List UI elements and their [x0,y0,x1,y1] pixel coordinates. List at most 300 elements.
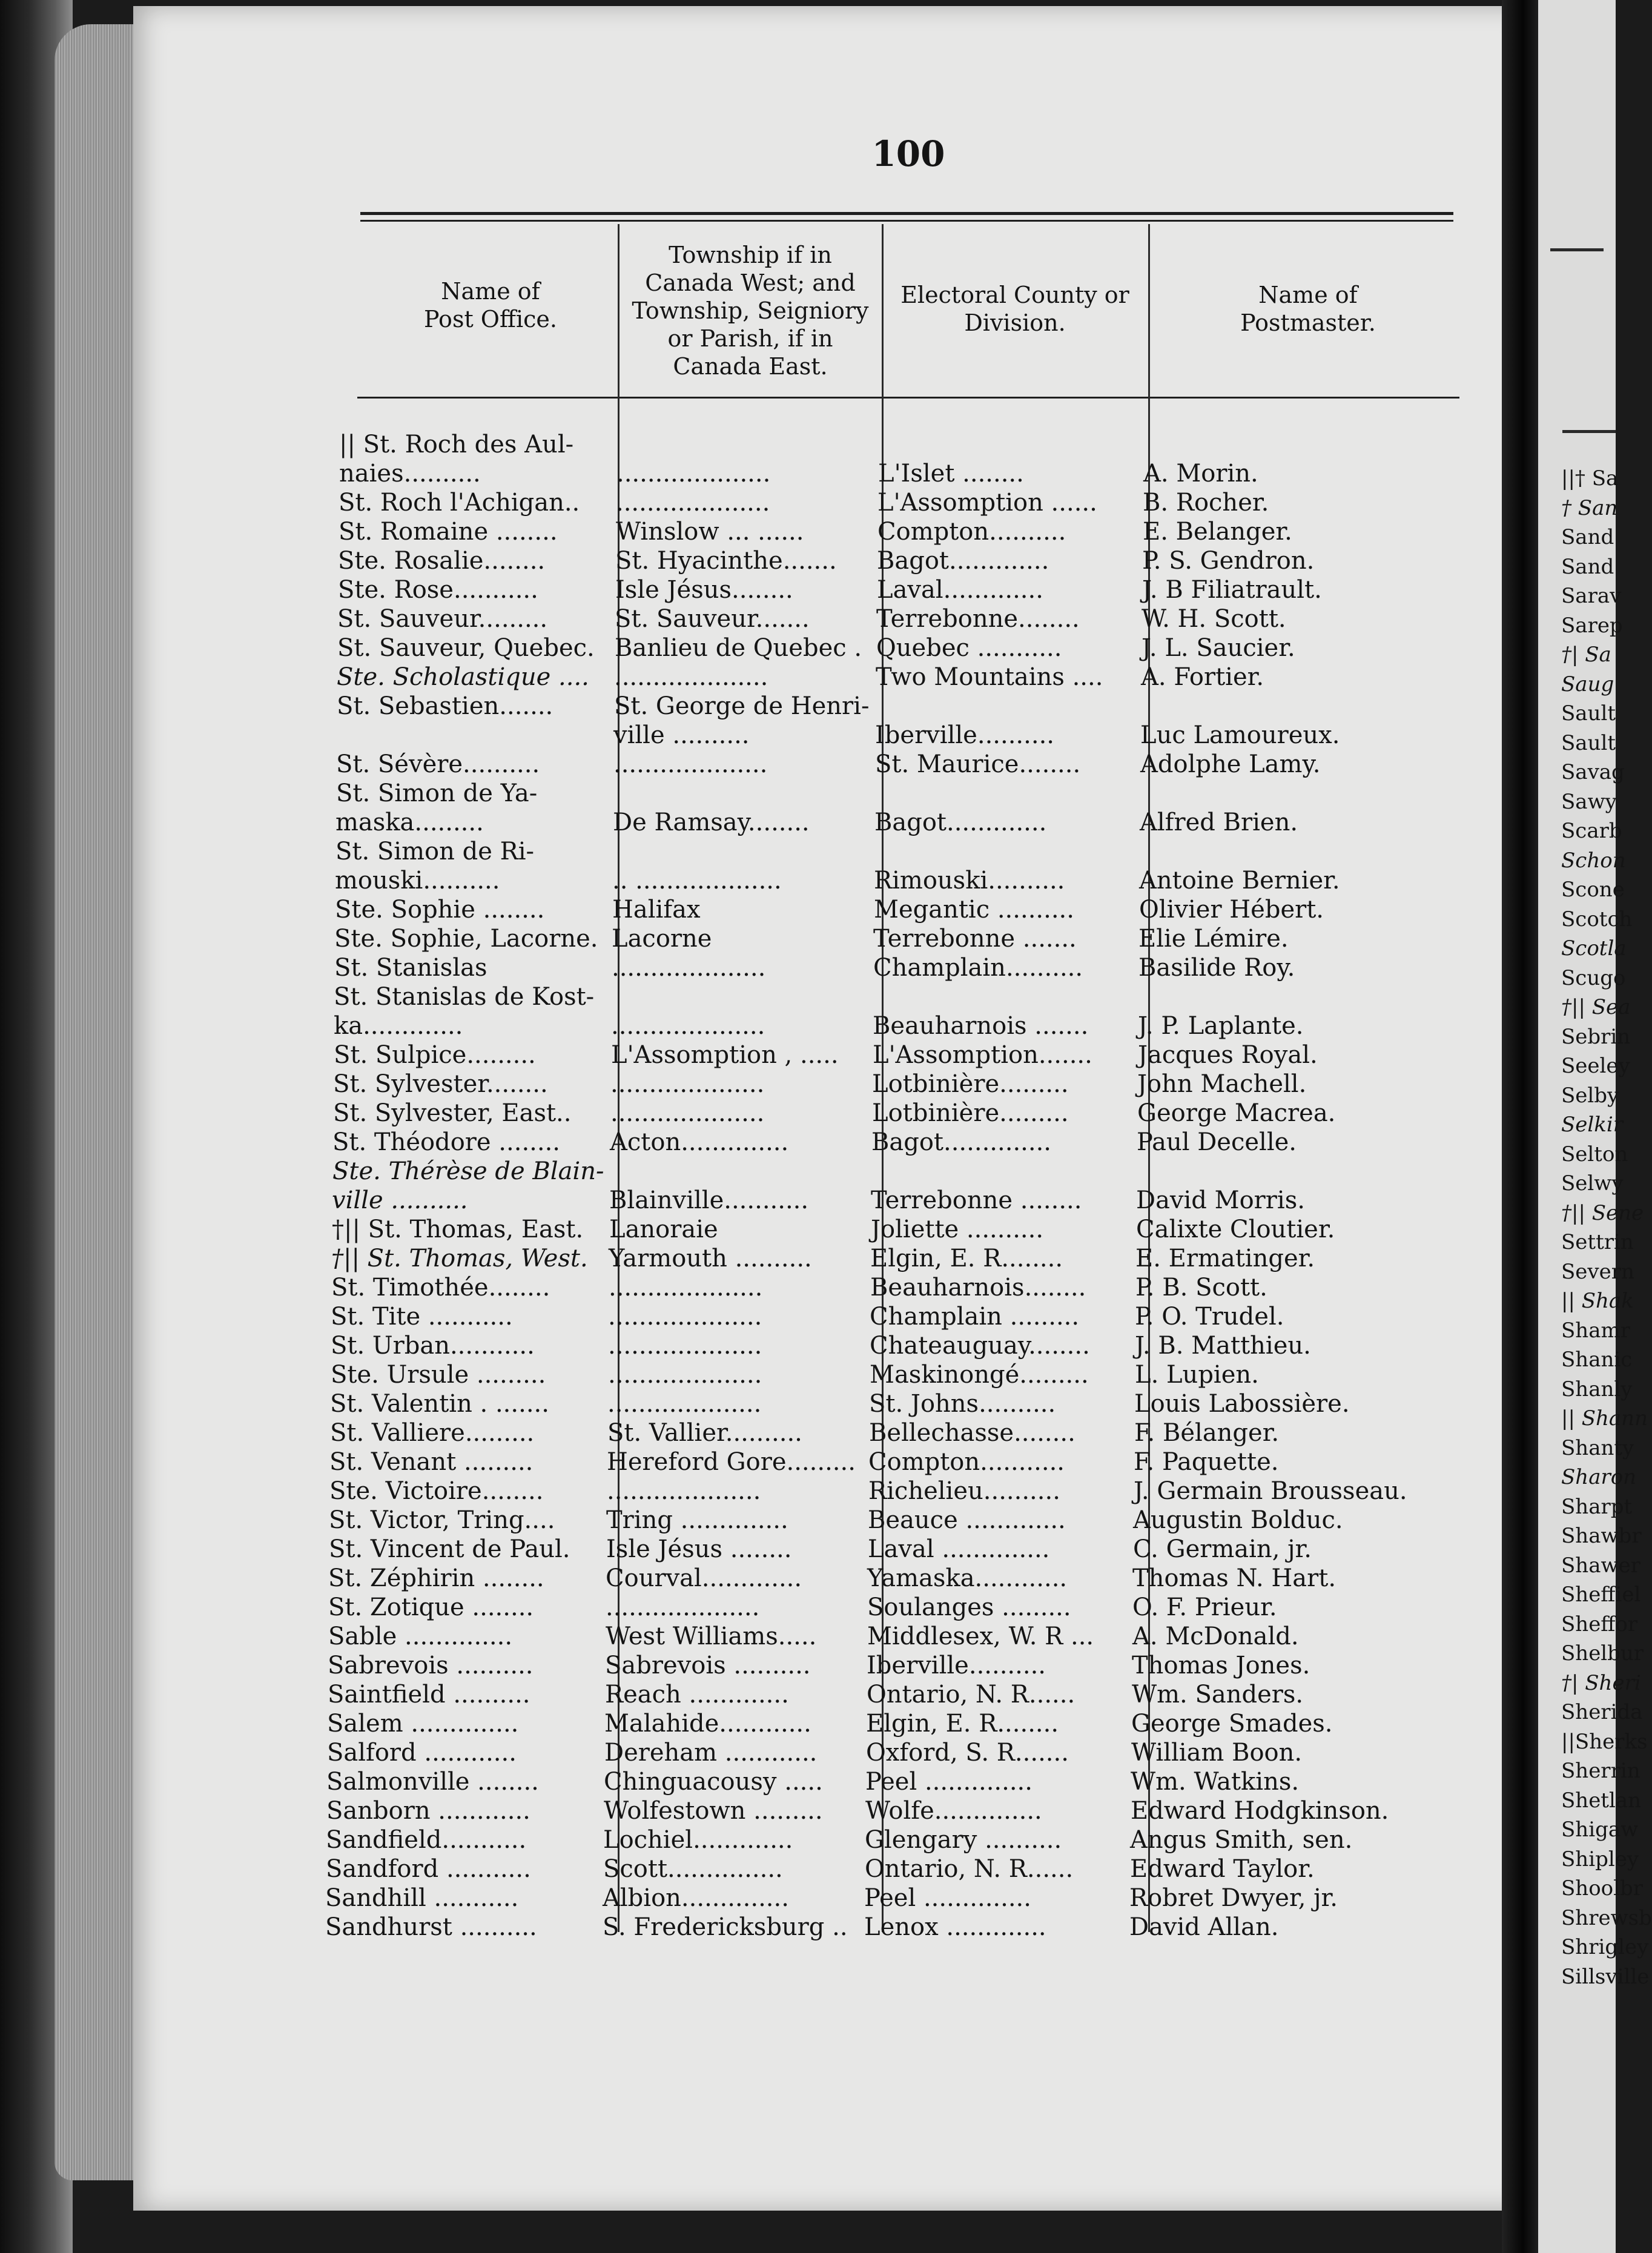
next-page-entry: Severn [1561,1260,1634,1284]
county-name: L'Assomption....... [873,1041,1092,1069]
post-office-name: St. Valentin . ....... [330,1390,549,1418]
county-name: Oxford, S. R....... [866,1739,1069,1767]
county-name: Middlesex, W. R ... [867,1623,1094,1650]
post-office-name: St. Zotique ........ [328,1593,534,1621]
table-row [0,721,1613,750]
table-row [0,1447,1606,1477]
township-name: .................... [610,1070,765,1098]
post-office-name: || St. Roch des Aul- [339,431,574,458]
next-page-entry: Sault [1561,701,1616,726]
post-office-name: Salford ............ [327,1739,517,1767]
post-office-name: ville .......... [332,1186,468,1214]
next-page-entry: Scarb [1561,819,1622,843]
next-page-entry: Shawbr [1561,1524,1642,1548]
township-name: .................... [608,1332,762,1360]
county-name: Yamaska............ [867,1564,1068,1592]
table-row [0,1040,1610,1070]
table-row [0,1070,1610,1099]
table-row [0,779,1613,808]
township-name: Malahide............ [604,1710,811,1738]
postmaster-name: John Machell. [1137,1070,1307,1098]
post-office-name: Sabrevois .......... [328,1652,534,1679]
postmaster-name: Angus Smith, sen. [1130,1826,1353,1854]
county-name: Bagot............. [877,547,1049,575]
township-name: Lanoraie [609,1216,718,1243]
next-page-entry: Shanly [1561,1377,1633,1401]
postmaster-name: Edward Taylor. [1130,1855,1315,1883]
next-page-entry: ||† Sa [1561,466,1619,491]
post-office-name: St. Timothée........ [331,1274,550,1302]
county-name: Joliette .......... [871,1216,1044,1243]
county-name: Peel .............. [865,1768,1032,1796]
township-name: Hereford Gore......... [607,1448,856,1476]
county-name: Quebec ........... [876,634,1062,662]
postmaster-name: A. Fortier. [1141,663,1264,691]
next-page-entry: Sault [1561,731,1616,755]
post-office-name: Ste. Sophie ........ [335,896,545,924]
township-name: .................... [616,489,770,517]
next-page-entry: Shetlan [1561,1788,1642,1813]
post-office-name: Sandford ........... [326,1855,531,1883]
township-name: S. Fredericksburg .. [603,1913,848,1941]
township-name: Tring .............. [606,1506,788,1534]
post-office-name: St. Zéphirin ........ [328,1564,544,1592]
county-name: Soulanges ......... [867,1593,1071,1621]
postmaster-name: J. B. Matthieu. [1135,1332,1311,1360]
postmaster-name: David Morris. [1136,1186,1305,1214]
postmaster-name: J. B Filiatrault. [1142,576,1322,604]
table-row [0,1593,1605,1622]
next-page-entry: Selby [1561,1083,1619,1108]
next-page-entry: Shrigley [1561,1935,1649,1959]
township-name: St. Sauveur....... [615,605,810,633]
postmaster-name: F. Bélanger. [1134,1419,1280,1447]
next-page-entry: Savag [1561,760,1625,784]
table-row [0,837,1612,866]
township-name: .................... [613,750,768,778]
county-name: Terrebonne........ [876,605,1080,633]
next-page-entry: †|| Sene [1561,1201,1644,1225]
county-name: Terrebonne ........ [871,1186,1082,1214]
post-office-name: Ste. Victoire........ [329,1477,544,1505]
county-name: Glengary .......... [865,1826,1062,1854]
table-row [0,546,1614,575]
post-office-name: Sandhill ........... [325,1884,519,1912]
township-name: Isle Jésus........ [615,576,793,604]
postmaster-name: P. S. Gendron. [1142,547,1315,575]
postmaster-name: E. Belanger. [1143,518,1292,546]
header-township: Township if in Canada West; and Township, Seigniory or Parish, if in Canada East. [632,242,869,380]
next-page-entry: Scotla [1561,936,1627,961]
township-name: Banlieu de Quebec . [615,634,862,662]
table-row [0,1215,1608,1244]
post-office-name: Sanborn ............ [326,1797,530,1825]
post-office-name: St. Sylvester........ [333,1070,548,1098]
county-name: Laval .............. [868,1535,1050,1563]
township-name: Isle Jésus ........ [606,1535,792,1563]
post-office-name: Sandhurst .......... [325,1913,537,1941]
county-name: Elgin, E. R........ [866,1710,1059,1738]
header-rule [357,397,1459,399]
county-name: Iberville.......... [867,1652,1046,1679]
township-name: .................... [614,663,768,691]
township-name: .................... [607,1390,762,1418]
township-name: .. ................... [612,867,782,895]
post-office-name: St. Tite ........... [331,1303,513,1331]
next-page-entry: Shigaw [1561,1818,1639,1842]
postmaster-name: George Macrea. [1137,1099,1336,1127]
post-office-name: St. Valliere......... [330,1419,535,1447]
post-office-name: mouski.......... [335,867,500,895]
postmaster-name: Thomas N. Hart. [1132,1564,1336,1592]
post-office-name: St. Venant ......... [329,1448,534,1476]
next-page-entry: †| Sheri [1561,1671,1641,1695]
post-office-name: St. Romaine ........ [339,518,558,546]
township-name: Lacorne [612,925,712,953]
postmaster-name: Thomas Jones. [1132,1652,1310,1679]
table-row [0,517,1615,546]
postmaster-name: E. Ermatinger. [1135,1245,1315,1272]
next-page-entry: Saug [1561,672,1614,696]
township-name: Courval............. [606,1564,802,1592]
next-page-entry: Scone [1561,878,1625,902]
table-row [0,1767,1603,1796]
post-office-name: Ste. Scholastique .... [337,663,589,691]
table-row [0,1796,1603,1825]
post-office-name: St. Sévère.......... [336,750,540,778]
next-page-entry: Shipley [1561,1847,1639,1871]
table-row [0,1302,1607,1331]
table-row [0,1738,1604,1767]
table-row [0,604,1614,634]
county-name: Lotbinière......... [872,1070,1069,1098]
postmaster-name: Adolphe Lamy. [1140,750,1321,778]
table-row [0,808,1612,837]
post-office-name: St. Simon de Ya- [336,779,538,807]
post-office-name: St. Théodore ........ [332,1128,561,1156]
page-number: 100 [871,133,945,174]
table-row [0,1099,1610,1128]
table-row [0,1186,1608,1215]
post-office-name: Sable .............. [328,1623,513,1650]
table-row [0,866,1611,895]
table-row [0,982,1610,1011]
table-row [0,1913,1602,1942]
post-office-name: †|| St. Thomas, West. [331,1245,588,1272]
postmaster-name: Alfred Brien. [1140,809,1298,836]
township-name: Dereham ............ [604,1739,818,1767]
next-page-rule [1550,248,1604,251]
post-office-name: †|| St. Thomas, East. [332,1216,584,1243]
postmaster-name: J. Germain Brousseau. [1134,1477,1407,1505]
next-page-entry: Sarep [1561,614,1623,638]
table-row [0,750,1613,779]
next-page-entry: Sherida [1561,1700,1643,1724]
post-office-name: naies.......... [339,460,481,488]
post-office-name: Ste. Ursule ......... [331,1361,546,1389]
next-page-entry: Sebrin [1561,1025,1631,1049]
table-row [0,924,1611,953]
post-office-name: St. Sauveur......... [337,605,548,633]
postmaster-name: P. O. Trudel. [1135,1303,1284,1331]
county-name: Iberville.......... [875,721,1054,749]
next-page-entry: || Shak [1561,1289,1634,1313]
county-name: Chateauguay........ [870,1332,1090,1360]
next-page-entry: Scugo [1561,966,1626,990]
township-name: .................... [609,1274,763,1302]
postmaster-name: O. F. Prieur. [1132,1593,1277,1621]
county-name: Richelieu.......... [868,1477,1060,1505]
township-name: .................... [612,954,766,982]
postmaster-name: David Allan. [1129,1913,1279,1941]
postmaster-name: Luc Lamoureux. [1140,721,1340,749]
post-office-name: ka............. [334,1012,463,1040]
post-office-name: Ste. Rose........... [338,576,538,604]
post-office-name: St. Sulpice......... [334,1041,536,1069]
county-name: Maskinongé......... [870,1361,1089,1389]
county-name: L'Assomption ...... [877,489,1097,517]
next-page-entry: Shelbur [1561,1641,1644,1666]
table-row [0,634,1614,663]
county-name: Rimouski.......... [874,867,1065,895]
next-page-entry: Seeley [1561,1054,1630,1078]
next-page-entry: Sarav [1561,584,1622,608]
post-office-name: Saintfield .......... [328,1681,530,1709]
table-row [0,1535,1605,1564]
township-name: .................... [611,1012,765,1040]
postmaster-name: Robret Dwyer, jr. [1129,1884,1338,1912]
county-name: St. Johns.......... [869,1390,1056,1418]
table-row [0,1506,1605,1535]
township-name: West Williams..... [606,1623,817,1650]
next-page-entry: Sand [1561,525,1614,549]
table-row [0,895,1611,924]
post-office-name: Salmonville ........ [326,1768,539,1796]
county-name: Beauce ............. [868,1506,1066,1534]
township-name: Halifax [612,896,701,924]
county-name: Champlain.......... [873,954,1083,982]
post-office-name: St. Roch l'Achigan.. [339,489,580,517]
postmaster-name: W. H. Scott. [1142,605,1286,633]
table-row [0,1273,1608,1302]
county-name: Lenox ............. [864,1913,1046,1941]
post-office-name: St. Simon de Ri- [335,838,535,865]
next-page-entry: † San [1561,496,1618,520]
header-postmaster: Name of Postmaster. [1240,282,1376,336]
township-name: Yarmouth .......... [609,1245,812,1272]
table-row [0,1854,1602,1884]
table-row [0,575,1614,604]
next-page-entry: Sharon [1561,1465,1637,1489]
postmaster-name: Edward Hodgkinson. [1131,1797,1389,1825]
post-office-name: Ste. Sophie, Lacorne. [334,925,598,953]
postmaster-name: J. P. Laplante. [1138,1012,1304,1040]
post-office-name: Sandfield........... [326,1826,527,1854]
post-office-name: Ste. Rosalie........ [338,547,546,575]
township-name: .................... [610,1099,765,1127]
table-row [0,1128,1609,1157]
postmaster-name: Wm. Sanders. [1132,1681,1304,1709]
postmaster-name: Basilide Roy. [1138,954,1295,982]
post-office-name: St. Victor, Tring.... [329,1506,555,1534]
township-name: St. Hyacinthe....... [615,547,837,575]
table-row [0,663,1613,692]
township-name: Winslow ... ...... [616,518,804,546]
next-page-entry: Sharpt [1561,1495,1633,1519]
next-page-entry: Sherrin [1561,1759,1640,1783]
township-name: Albion.............. [603,1884,789,1912]
township-name: Wolfestown ......... [604,1797,823,1825]
township-name: Acton.............. [610,1128,789,1156]
next-page-entry: ||Sherks [1561,1730,1648,1754]
next-page-entry: Settrin [1561,1230,1634,1254]
county-name: Bagot.............. [871,1128,1052,1156]
postmaster-name: Augustin Bolduc. [1133,1506,1343,1534]
next-page-entry: Sheffiel [1561,1583,1641,1607]
county-name: Two Mountains .... [876,663,1103,691]
county-name: Compton.......... [877,518,1066,546]
next-page-entry: Sillsville [1561,1965,1650,1989]
table-row [0,1157,1609,1186]
next-page-entry: || Shann [1561,1406,1648,1431]
postmaster-name: William Boon. [1131,1739,1303,1767]
header-county: Electoral County or Division. [900,282,1129,336]
next-page-entry: †|| Sea [1561,995,1631,1019]
county-name: L'Islet ........ [878,460,1024,488]
post-office-name: Salem .............. [327,1710,519,1738]
county-name: Champlain ......... [870,1303,1080,1331]
county-name: Megantic .......... [874,896,1074,924]
table-row [0,1389,1607,1418]
county-name: Compton........... [868,1448,1065,1476]
postmaster-name: Antoine Bernier. [1139,867,1340,895]
table-row [0,692,1613,721]
next-page-entry: Shanty [1561,1436,1634,1460]
postmaster-name: B. Rocher. [1143,489,1269,517]
county-name: St. Maurice........ [875,750,1081,778]
post-office-name: St. Stanislas [334,954,487,982]
postmaster-name: Paul Decelle. [1137,1128,1297,1156]
township-name: .................... [606,1593,760,1621]
county-name: Beauharnois........ [870,1274,1086,1302]
township-name: Reach ............. [605,1681,789,1709]
township-name: L'Assomption , ..... [611,1041,839,1069]
postmaster-name: Elie Lémire. [1138,925,1289,953]
postmaster-name: P. B. Scott. [1135,1274,1267,1302]
county-name: Beauharnois ....... [873,1012,1089,1040]
next-page-entry: Shamr [1561,1318,1630,1343]
county-name: Peel .............. [864,1884,1031,1912]
table-row [0,1564,1605,1593]
township-name: Chinguacousy ..... [604,1768,823,1796]
next-page-entry: Shrewsb [1561,1906,1652,1930]
post-office-name: Ste. Thérèse de Blain- [332,1157,604,1185]
next-page-entry: Shawer [1561,1553,1640,1578]
table-row [0,1680,1604,1709]
table-row [0,1825,1602,1854]
township-name: Lochiel............. [603,1826,793,1854]
township-name: ville .......... [613,721,750,749]
table-row [0,1244,1608,1273]
county-name: Elgin, E. R........ [870,1245,1063,1272]
postmaster-name: C. Germain, jr. [1133,1535,1312,1563]
top-rule-thick [360,212,1453,215]
table-row [0,430,1616,459]
postmaster-name: A. Morin. [1143,460,1258,488]
post-office-name: St. Sebastien....... [337,692,553,720]
table-row [0,1622,1605,1651]
table-row [0,1884,1602,1913]
township-name: Sabrevois .......... [605,1652,811,1679]
table-row [0,1360,1607,1389]
postmaster-name: Wm. Watkins. [1131,1768,1300,1796]
table-row [0,1011,1610,1040]
table-row [0,488,1615,517]
header-post-office: Name of Post Office. [424,278,557,332]
county-name: Terrebonne ....... [873,925,1077,953]
post-office-name: St. Stanislas de Kost- [334,983,595,1011]
postmaster-name: A. McDonald. [1132,1623,1299,1650]
township-name: St. Vallier.......... [607,1419,802,1447]
postmaster-name: Calixte Cloutier. [1136,1216,1335,1243]
next-page-entry: Scotch [1561,907,1633,931]
county-name: Bellechasse........ [869,1419,1075,1447]
table-row [0,459,1616,488]
next-page-entry: †| Sa [1561,643,1611,667]
next-page-entry: Selton [1561,1142,1628,1166]
table-row [0,953,1611,982]
township-name: .................... [616,460,771,488]
postmaster-name: Olivier Hébert. [1139,896,1324,924]
table-row [0,1651,1604,1680]
post-office-name: maska......... [335,809,484,836]
township-name: Blainville........... [609,1186,809,1214]
postmaster-name: George Smades. [1131,1710,1333,1738]
next-page-entry: Sheffor [1561,1612,1638,1636]
township-name: .................... [608,1361,762,1389]
township-name: St. George de Henri- [614,692,870,720]
table-row [0,1477,1606,1506]
table-row [0,1331,1607,1360]
county-name: Lotbinière......... [872,1099,1069,1127]
next-page-entry: Selwy [1561,1171,1624,1196]
next-page-entry: Schon [1561,849,1626,873]
next-page-entry: Shoolbr [1561,1876,1644,1901]
county-name: Laval............. [877,576,1043,604]
post-office-name: St. Vincent de Paul. [329,1535,570,1563]
table-row [0,1709,1604,1738]
next-page-entry: Sand [1561,555,1614,579]
postmaster-name: Louis Labossière. [1134,1390,1350,1418]
top-rule-thin [360,220,1453,222]
table-row [0,1418,1607,1447]
postmaster-name: Jacques Royal. [1138,1041,1318,1069]
county-name: Ontario, N. R...... [865,1855,1074,1883]
next-page-entry: Selkir [1561,1113,1624,1137]
postmaster-name: J. L. Saucier. [1142,634,1295,662]
post-office-name: St. Urban........... [331,1332,535,1360]
township-name: De Ramsay........ [613,809,810,836]
county-name: Bagot............. [874,809,1047,836]
township-name: .................... [607,1477,761,1505]
postmaster-name: L. Lupien. [1135,1361,1259,1389]
next-page-entry: Shanic [1561,1348,1633,1372]
next-page-entry: Sawy [1561,790,1617,814]
county-name: Ontario, N. R...... [867,1681,1075,1709]
post-office-name: St. Sylvester, East.. [333,1099,572,1127]
postmaster-name: F. Paquette. [1134,1448,1279,1476]
post-office-name: St. Sauveur, Quebec. [337,634,595,662]
